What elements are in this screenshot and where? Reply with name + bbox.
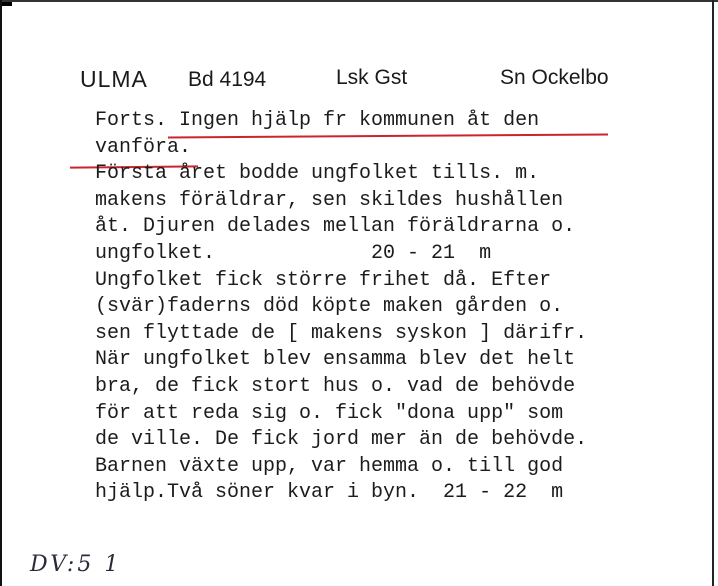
text-line: När ungfolket blev ensamma blev det helt (95, 348, 576, 372)
text-line: hjälp.Två söner kvar i byn. 21 - 22 m (95, 481, 564, 505)
text-line: åt. Djuren delades mellan föräldrarna o. (95, 215, 576, 239)
card-header (0, 62, 718, 98)
text-line: för att reda sig o. fick "dona upp" som (95, 401, 564, 425)
card-body (95, 108, 705, 507)
text-line: Barnen växte upp, var hemma o. till god (95, 454, 564, 478)
handwritten-signature: DV:5 1 (30, 552, 122, 577)
text-line: sen flyttade de [ makens syskon ] därifr. (95, 321, 588, 345)
text-line: bra, de fick stort hus o. vad de behövde (95, 374, 576, 398)
text-line: ungfolket. 20 - 21 m (95, 241, 492, 265)
corner-mark (2, 2, 12, 6)
parish-name: Sn Ockelbo (500, 66, 609, 89)
text-line: makens föräldrar, sen skildes hushållen (95, 188, 564, 212)
project-code: ULMA (80, 66, 148, 92)
record-number: Bd 4194 (188, 68, 267, 91)
text-line: de ville. De fick jord mer än de behövde. (95, 428, 588, 452)
text-line: vanföra. (95, 135, 192, 159)
text-line: Första året bodde ungfolket tills. m. (95, 162, 540, 186)
text-line: Forts. Ingen hjälp fr kommunen åt den (95, 109, 540, 132)
text-line: Ungfolket fick större frihet då. Efter (95, 268, 552, 292)
card-top-edge (0, 0, 718, 2)
region-code: Lsk Gst (336, 66, 408, 89)
text-line: (svär)faderns död köpte maken gården o. (95, 295, 564, 319)
